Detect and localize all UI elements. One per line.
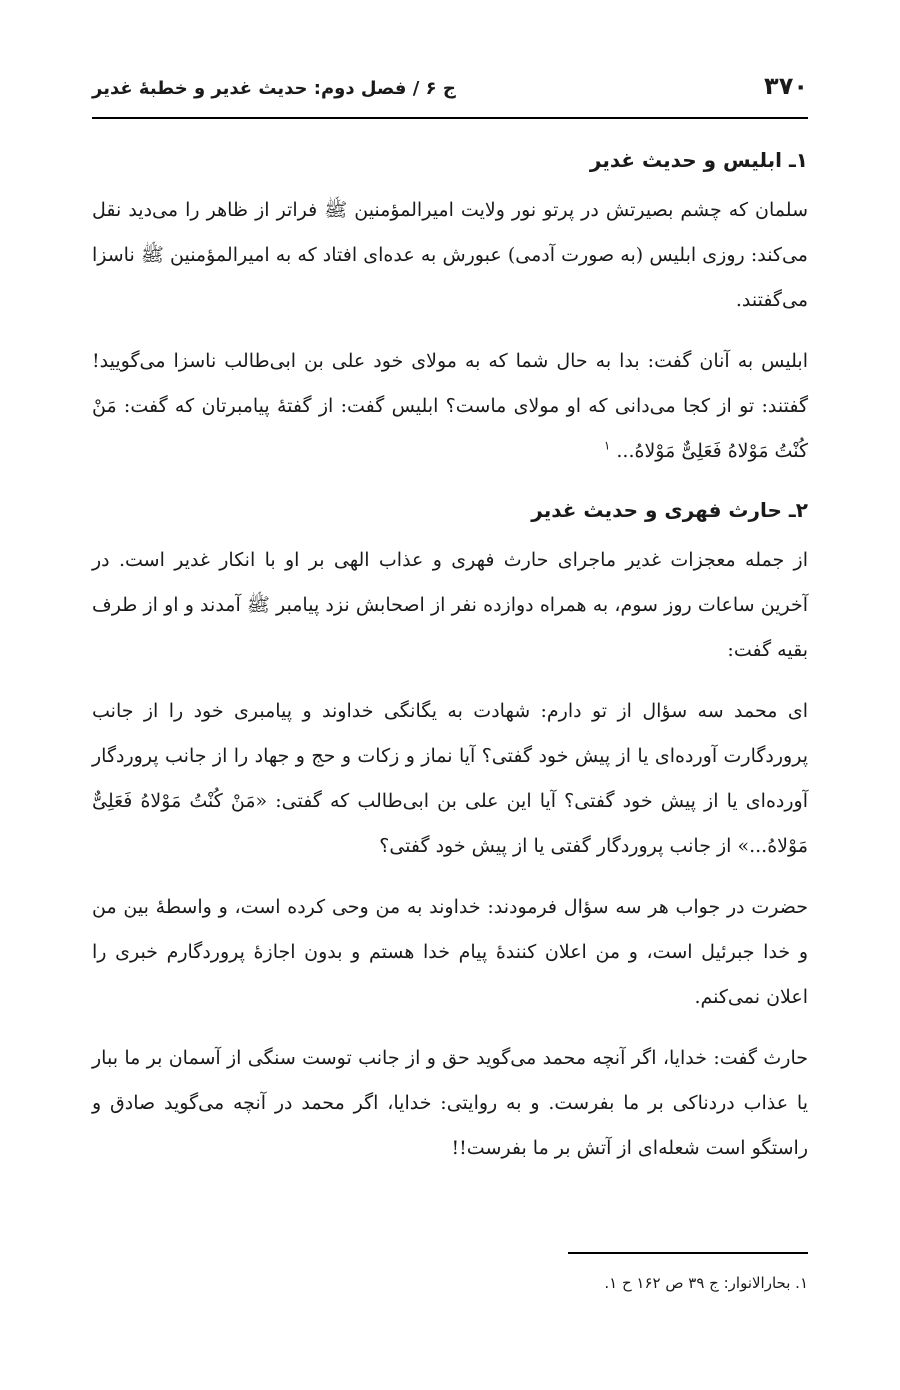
paragraph <box>92 339 808 474</box>
paragraph-text: ابلیس به آنان گفت: بدا به حال شما که به مولای خود علی بن ابی‌طالب ناسزا می‌گویید! گفتند: تو از کجا می‌دانی که او مولای ماست؟ ابلیس گفت: از گفتهٔ پیامبرتان که گفت: مَنْ کُنْتُ مَوْلاهُ فَعَلِیٌّ مَوْلاهُ... <box>92 350 808 462</box>
paragraph: از جمله معجزات غدیر ماجرای حارث فهری و عذاب الهی بر او با انکار غدیر است. در آخرین ساعات روز سوم، به همراه دوازده نفر از اصحابش نزد پیامبر ﷺ آمدند و او از طرف بقیه گفت: <box>92 549 808 661</box>
section-heading-1: ۱ـ ابلیس و حدیث غدیر <box>589 148 808 172</box>
paragraph: سلمان که چشم بصیرتش در پرتو نور ولایت امیرالمؤمنین ﷺ فراتر از ظاهر را می‌دید نقل می‌کند: روزی ابلیس (به صورت آدمی) عبورش به عده‌ای افتاد که به امیرالمؤمنین ﷺ ناسزا می‌گفتند. <box>92 199 808 311</box>
paragraph: ای محمد سه سؤال از تو دارم: شهادت به یگانگی خداوند و پیامبری خود را از جانب پروردگارت آورده‌ای یا از پیش خود گفتی؟ آیا نماز و زکات و حج و جهاد را از جانب پروردگار آورده‌ای یا از پیش خود گفتی؟ آیا این علی بن ابی‌طالب که گفتی: «مَنْ کُنْتُ مَوْلاهُ فَعَلِیٌّ مَوْلاهُ...» از جانب پروردگار گفتی یا از پیش خود گفتی؟ <box>92 700 808 857</box>
footnote-rule <box>568 1252 808 1254</box>
paragraph: حضرت در جواب هر سه سؤال فرمودند: خداوند به من وحی کرده است، و واسطهٔ بین من و خدا جبرئیل است، و من اعلان کنندهٔ پیام خدا هستم و بدون اجازهٔ پروردگارم خبری را اعلان نمی‌کنم. <box>92 896 808 1008</box>
paragraph: حارث گفت: خدایا، اگر آنچه محمد می‌گوید حق و از جانب توست سنگی از آسمان بر ما ببار یا عذاب دردناکی بر ما بفرست. و به روایتی: خدایا، اگر محمد در آنچه می‌گوید صادق و راستگو است شعله‌ای از آتش بر ما بفرست!! <box>92 1047 809 1159</box>
section-heading-2: ۲ـ حارث فهری و حدیث غدیر <box>531 498 808 522</box>
running-title: ج ۶ / فصل دوم: حدیث غدیر و خطبهٔ غدیر <box>92 78 456 99</box>
page-number: ۳۷۰ <box>764 72 808 100</box>
footnote-marker[interactable]: ۱ <box>603 438 611 453</box>
header-rule <box>92 117 808 119</box>
page-header <box>92 72 808 112</box>
page-body <box>92 140 808 1187</box>
footnote: ۱. بحارالانوار: ج ۳۹ ص ۱۶۲ ح ۱. <box>604 1274 808 1292</box>
